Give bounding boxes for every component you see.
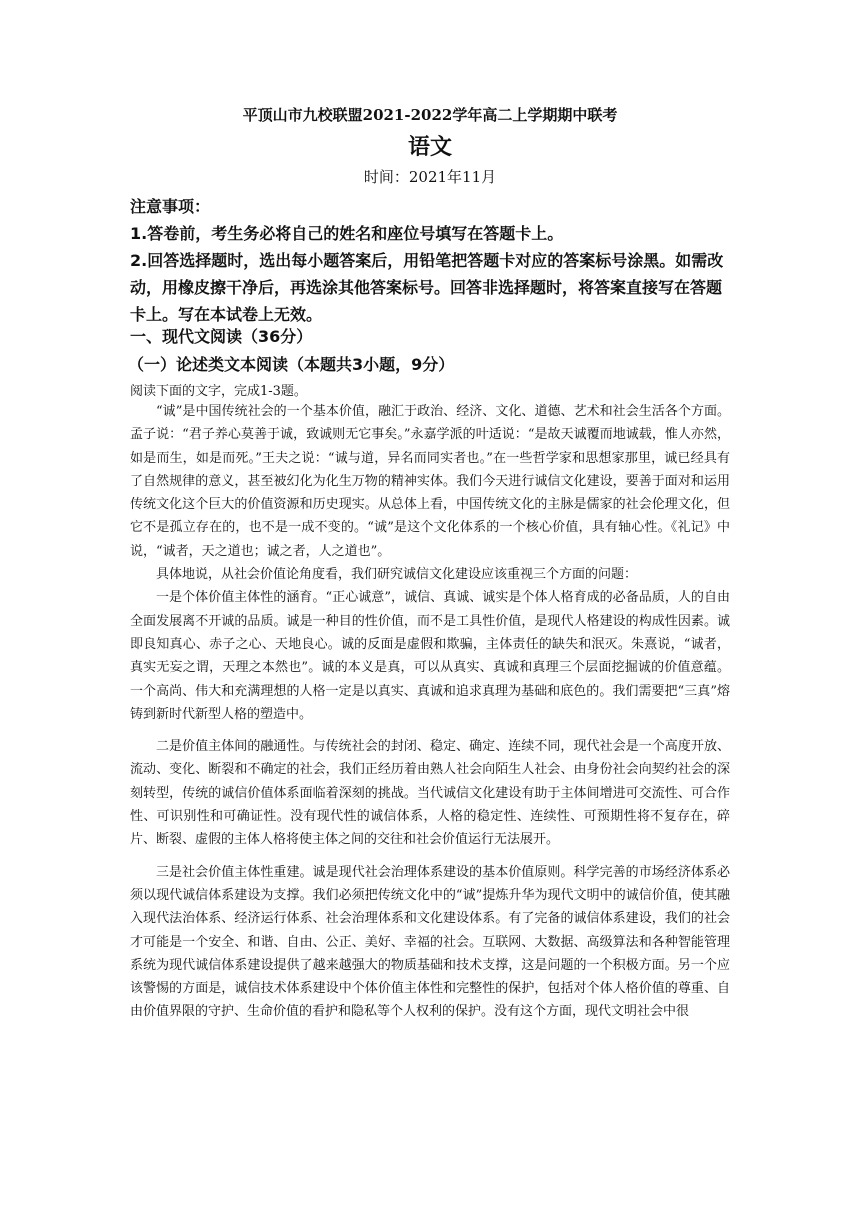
notes-heading: 注意事项： xyxy=(130,197,211,216)
article-paragraph: 具体地说，从社会价值论角度看，我们研究诚信文化建设应该重视三个方面的问题： xyxy=(156,567,638,583)
exam-title: 平顶山市九校联盟2021-2022学年高二上学期期中联考 xyxy=(242,106,618,124)
notes-item: 2.回答选择题时，选出每小题答案后，用铅笔把答题卡对应的答案标号涂黑。如需改动，用橡皮擦干净后，再选涂其他答案标号。回答非选择题时，将答案直接写在答题卡上。写在本试卷上无效。 xyxy=(130,251,724,324)
section-title: 一、现代文阅读（36分） xyxy=(130,327,313,346)
article-body xyxy=(130,400,730,1024)
subsection-title: （一）论述类文本阅读（本题共3小题，9分） xyxy=(128,355,455,374)
subject-title: 语文 xyxy=(407,134,452,160)
article-paragraph: 三是社会价值主体性重建。诚是现代社会治理体系建设的基本价值原则。科学完善的市场经济体系必须以现代诚信体系建设为支撑。我们必须把传统文化中的“诚”提炼升华为现代文明中的诚信价值，使其融入现代法治体系、经济运行体系、社会治理体系和文化建设体系。有了完备的诚信体系建设，我们的社会才可能是一个安全、和谐、自由、公正、美好、幸福的社会。互联网、大数据、高级算法和各种智能管理系统为现代诚信体系建设提供了越来越强大的物质基础和技术支撑，这是问题的一个积极方面。另一个应该警惕的方面是，诚信技术体系建设中个体价值主体性和完整性的保护，包括对个体人格价值的尊重、自由价值界限的守护、生命价值的看护和隐私等个人权利的保护。没有这个方面，现代文明社会中很 xyxy=(130,864,730,1020)
article-paragraph: 二是价值主体间的融通性。与传统社会的封闭、稳定、确定、连续不同，现代社会是一个高度开放、流动、变化、断裂和不确定的社会，我们正经历着由熟人社会向陌生人社会、由身份社会向契约社会的深刻转型，传统的诚信价值体系面临着深刻的挑战。当代诚信文化建设有助于主体间增进可交流性、可合作性、可识别性和可确证性。没有现代性的诚信体系，人格的稳定性、连续性、可预期性将不复存在，碎片、断裂、虚假的主体人格将使主体之间的交往和社会价值运行无法展开。 xyxy=(130,739,730,848)
article-paragraph: “诚”是中国传统社会的一个基本价值，融汇于政治、经济、文化、道德、艺术和社会生活各个方面。孟子说：“君子养心莫善于诚，致诚则无它事矣。”永嘉学派的叶适说：“是故天诚覆而地诚载，惟人亦然，如是而生，如是而死。”王夫之说：“诚与道，异名而同实者也。”在一些哲学家和思想家那里，诚已经具有了自然规律的意义，甚至被幻化为化生万物的精神实体。我们今天进行诚信文化建设，要善于面对和运用传统文化这个巨大的价值资源和历史现实。从总体上看，中国传统文化的主脉是儒家的社会伦理文化，但它不是孤立存在的，也不是一成不变的。“诚”是这个文化体系的一个核心价值，具有轴心性。《礼记》中说，“诚者，天之道也；诚之者，人之道也”。 xyxy=(130,404,730,559)
reading-instruction: 阅读下面的文字，完成1-3题。 xyxy=(130,384,307,399)
notes-block xyxy=(130,193,730,328)
exam-time: 时间：2021年11月 xyxy=(363,168,497,186)
article-paragraph: 一是个体价值主体性的涵育。“正心诚意”，诚信、真诚、诚实是个体人格育成的必备品质，人的自由全面发展离不开诚的品质。诚是一种目的性价值，而不是工具性价值，是现代人格建设的构成性因素。诚即良知真心、赤子之心、天地良心。诚的反面是虚假和欺骗，主体责任的缺失和泯灭。朱熹说，“诚者，真实无妄之谓，天理之本然也”。诚的本义是真，可以从真实、真诚和真理三个层面挖掘诚的价值意蕴。一个高尚、伟大和充满理想的人格一定是以真实、真诚和追求真理为基础和底色的。我们需要把“三真”熔铸到新时代新型人格的塑造中。 xyxy=(130,590,730,722)
notes-item: 1.答卷前，考生务必将自己的姓名和座位号填写在答题卡上。 xyxy=(130,224,564,243)
